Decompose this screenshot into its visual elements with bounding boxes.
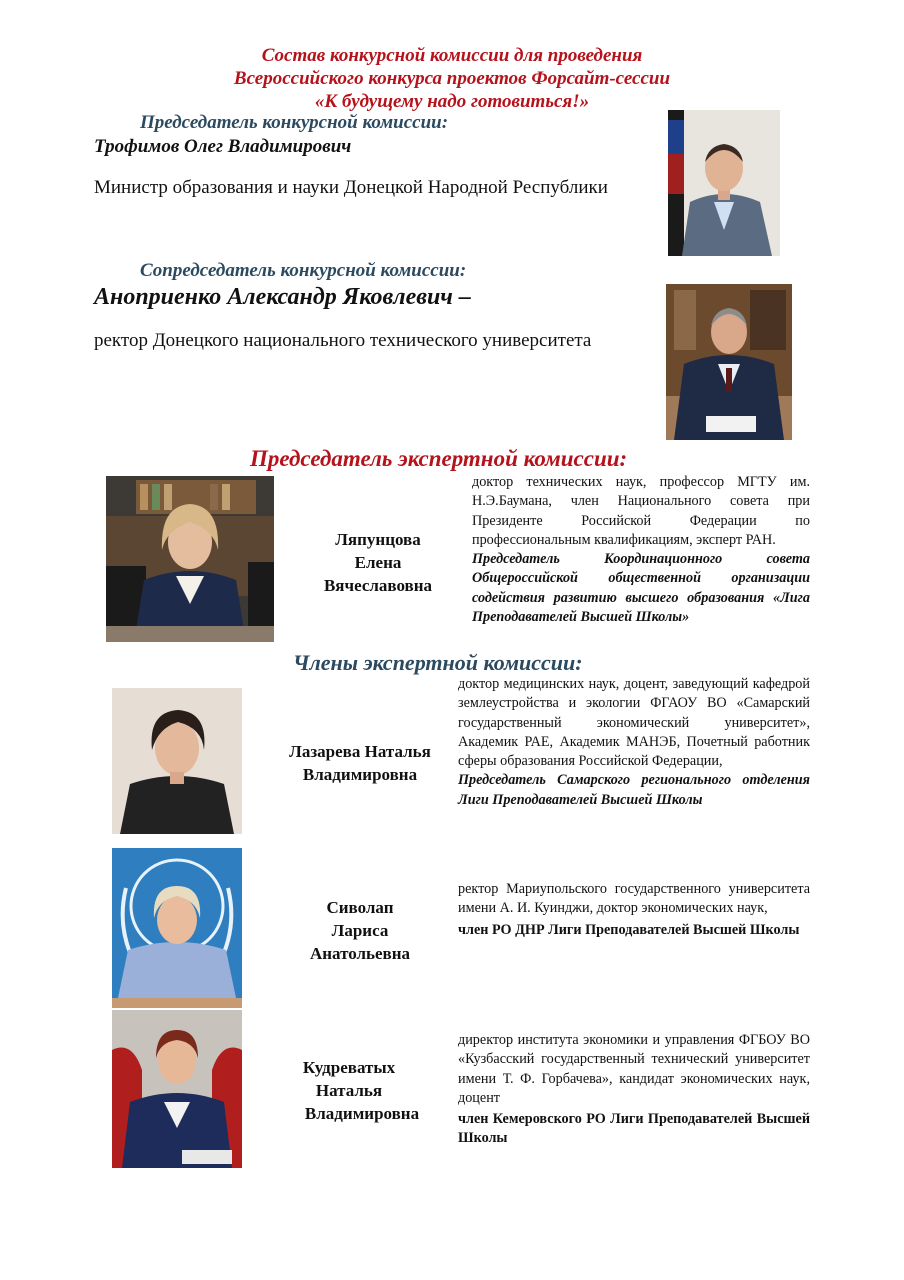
member-name — [272, 1056, 452, 1125]
cochair-name: Аноприенко Александр Яковлевич – — [94, 284, 471, 310]
member-name-line: Владимировна — [302, 765, 418, 784]
title-line-2: Всероссийского конкурса проектов Форсайт-сессии — [233, 68, 671, 89]
member-name-line: Лазарева Наталья — [289, 742, 431, 761]
member-name-line: Кудреватых — [302, 1058, 396, 1077]
member-desc-emphasis: член Кемеровского РО Лиги Преподавателей Высшей Школы — [458, 1111, 810, 1147]
title-line-1: Состав конкурсной комиссии для проведения — [261, 45, 643, 66]
chair-photo — [668, 110, 780, 256]
member-name-line: Владимировна — [304, 1104, 420, 1123]
title-line-3: «К будущему надо готовиться!» — [314, 91, 590, 112]
cochair-heading: Сопредседатель конкурсной комиссии: — [140, 260, 467, 281]
member-photo — [112, 688, 242, 834]
expert-chair-desc-text: доктор технических наук, профессор МГТУ им. Н.Э.Баумана, член Национального совета при Президенте Российской Федерации по профессиональным квалификациям, эксперт РАН. — [472, 474, 810, 548]
cochair-role: ректор Донецкого национального технического университета — [94, 330, 592, 351]
member-desc-text: директор института экономики и управления ФГБОУ ВО «Кузбасский государственный технический университет имени Т. Ф. Горбачева», кандидат экономических наук, доцент — [458, 1032, 810, 1106]
cochair-photo — [666, 284, 792, 440]
document-title — [0, 44, 904, 113]
member-name — [270, 896, 450, 965]
expert-chair-heading: Председатель экспертной комиссии: — [250, 446, 628, 471]
member-photo — [112, 1010, 242, 1168]
expert-chair-name — [288, 528, 468, 597]
expert-chair-name-line: Елена — [354, 553, 402, 572]
member-desc-text: доктор медицинских наук, доцент, заведующий кафедрой землеустройства и экологии ФГАОУ ВО «Самарский государственный экономический университет», Академик РАЕ, Академик МАНЭБ, Почетный работник сферы образования Российской Федерации, — [458, 676, 810, 770]
member-description — [458, 675, 810, 810]
member-description — [458, 1031, 810, 1149]
member-photo — [112, 848, 242, 1008]
expert-chair-desc-emphasis: Председатель Координационного совета Общероссийской общественной организации содействия развитию высшего образования «Лига Преподавателей Высшей Школы» — [472, 551, 810, 626]
member-desc-emphasis: Председатель Самарского регионального отделения Лиги Преподавателей Высшей Школы — [458, 772, 810, 808]
member-name-line: Анатольевна — [309, 944, 411, 963]
member-name-line: Наталья — [315, 1081, 383, 1100]
chair-heading: Председатель конкурсной комиссии: — [140, 112, 449, 133]
expert-chair-description — [472, 473, 810, 627]
member-description — [458, 880, 810, 940]
member-name-line: Сиволап — [326, 898, 394, 917]
members-heading: Члены экспертной комиссии: — [293, 650, 583, 675]
member-name-line: Лариса — [331, 921, 389, 940]
member-desc-text: ректор Мариупольского государственного университета имени А. И. Куинджи, доктор экономических наук, — [458, 881, 810, 917]
expert-chair-photo — [106, 476, 274, 642]
expert-chair-name-line: Ляпунцова — [335, 530, 421, 549]
member-name — [270, 740, 450, 786]
chair-name: Трофимов Олег Владимирович — [94, 136, 352, 157]
chair-role: Министр образования и науки Донецкой Народной Республики — [94, 177, 608, 198]
member-desc-emphasis: член РО ДНР Лиги Преподавателей Высшей Школы — [458, 921, 800, 938]
expert-chair-name-line: Вячеславовна — [323, 576, 433, 595]
